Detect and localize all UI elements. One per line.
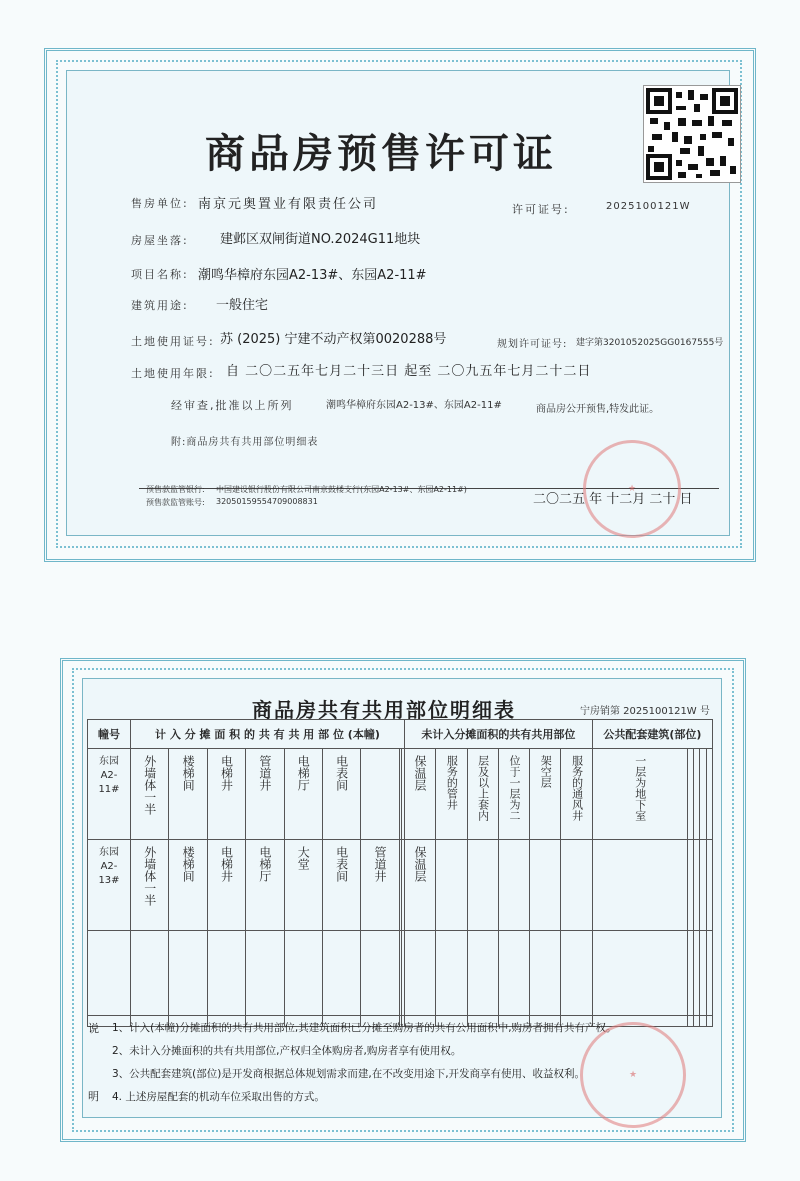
bank-label: 预售款监管银行: — [146, 485, 205, 494]
location-value: 建邺区双闸街道NO.2024G11地块 — [220, 232, 421, 247]
permit-number: 2025100121W — [606, 201, 691, 212]
permit-label: 许可证号: — [512, 203, 570, 216]
notes-side-label-bottom: 明 — [88, 1090, 99, 1103]
notes-side-label-top: 说 — [88, 1022, 99, 1035]
approve-suffix: 商品房公开预售,特发此证。 — [536, 404, 660, 415]
notes-divider — [87, 1015, 713, 1016]
account-label: 预售款监管账号: — [146, 498, 205, 507]
detail-seal-icon: ★ — [580, 1022, 686, 1128]
approve-project: 潮鸣华樟府东园A2-13#、东园A2-11# — [326, 400, 502, 411]
detail-title: 商品房共有共用部位明细表 — [252, 698, 516, 722]
project-value: 潮鸣华樟府东园A2-13#、东园A2-11# — [198, 268, 427, 283]
qr-code-icon — [643, 85, 741, 183]
col-included: 计 入 分 摊 面 积 的 共 有 共 用 部 位 (本幢) — [131, 720, 405, 749]
plan-label: 规划许可证号: — [497, 339, 568, 350]
note-2: 2、未计入分摊面积的共有共用部位,产权归全体购房者,购房者享有使用权。 — [112, 1045, 462, 1057]
table-row: 东园A2-13# 外墙体一半 楼梯间 电梯井 电梯厅 大堂 电表间 管道井 保温层 — [88, 840, 713, 931]
attachment-note: 附:商品房共有共用部位明细表 — [171, 437, 319, 448]
use-value: 一般住宅 — [216, 298, 269, 313]
note-1: 1、计入(本幢)分摊面积的共有共用部位,其建筑面积已分摊至购房者的共有公用面积中,购房者拥有共有产权。 — [112, 1022, 617, 1034]
col-excluded: 未计入分摊面积的共有共用部位 — [404, 720, 592, 749]
use-label: 建筑用途: — [131, 299, 189, 312]
certificate-title: 商品房预售许可证 — [205, 130, 557, 177]
seller-label: 售房单位: — [131, 197, 189, 210]
detail-ref: 宁房销第 2025100121W 号 — [580, 706, 710, 717]
building-cell: 东园A2-11# — [88, 749, 131, 840]
detail-table — [87, 719, 713, 1027]
issue-date: 二〇二五 年 十二月 二十 日 — [533, 492, 693, 507]
project-label: 项目名称: — [131, 268, 189, 281]
seller-value: 南京元奥置业有限责任公司 — [198, 197, 379, 212]
bank-value: 中国建设银行股份有限公司南京鼓楼支行(东园A2-13#、东园A2-11#) — [216, 485, 467, 494]
note-4: 4. 上述房屋配套的机动车位采取出售的方式。 — [112, 1091, 325, 1103]
plan-number: 建字第3201052025GG0167555号 — [576, 338, 724, 348]
table-row — [88, 931, 713, 1027]
col-building: 幢号 — [88, 720, 131, 749]
land-cert-label: 土地使用证号: — [131, 335, 215, 348]
location-label: 房屋坐落: — [131, 234, 189, 247]
official-seal-icon: ★ — [583, 440, 681, 538]
approve-prefix: 经审查,批准以上所列 — [171, 399, 294, 412]
account-value: 32050159554709008831 — [216, 497, 318, 506]
building-cell: 东园A2-13# — [88, 840, 131, 931]
col-facility: 公共配套建筑(部位) — [592, 720, 712, 749]
land-years-label: 土地使用年限: — [131, 367, 215, 380]
land-years-value: 自 二〇二五年七月二十三日 起至 二〇九五年七月二十二日 — [226, 364, 592, 379]
table-row: 东园A2-11# 外墙体一半 楼梯间 电梯井 管道井 电梯厅 电表间 保温层 服务的管井 层及以上套内 位于一层为二 架空层 服务的通风井 一层为地下室 — [88, 749, 713, 840]
note-3: 3、公共配套建筑(部位)是开发商根据总体规划需求而建,在不改变用途下,开发商享有使用、收益权利。 — [112, 1068, 586, 1080]
land-cert-value: 苏 (2025) 宁建不动产权第0020288号 — [220, 332, 447, 347]
